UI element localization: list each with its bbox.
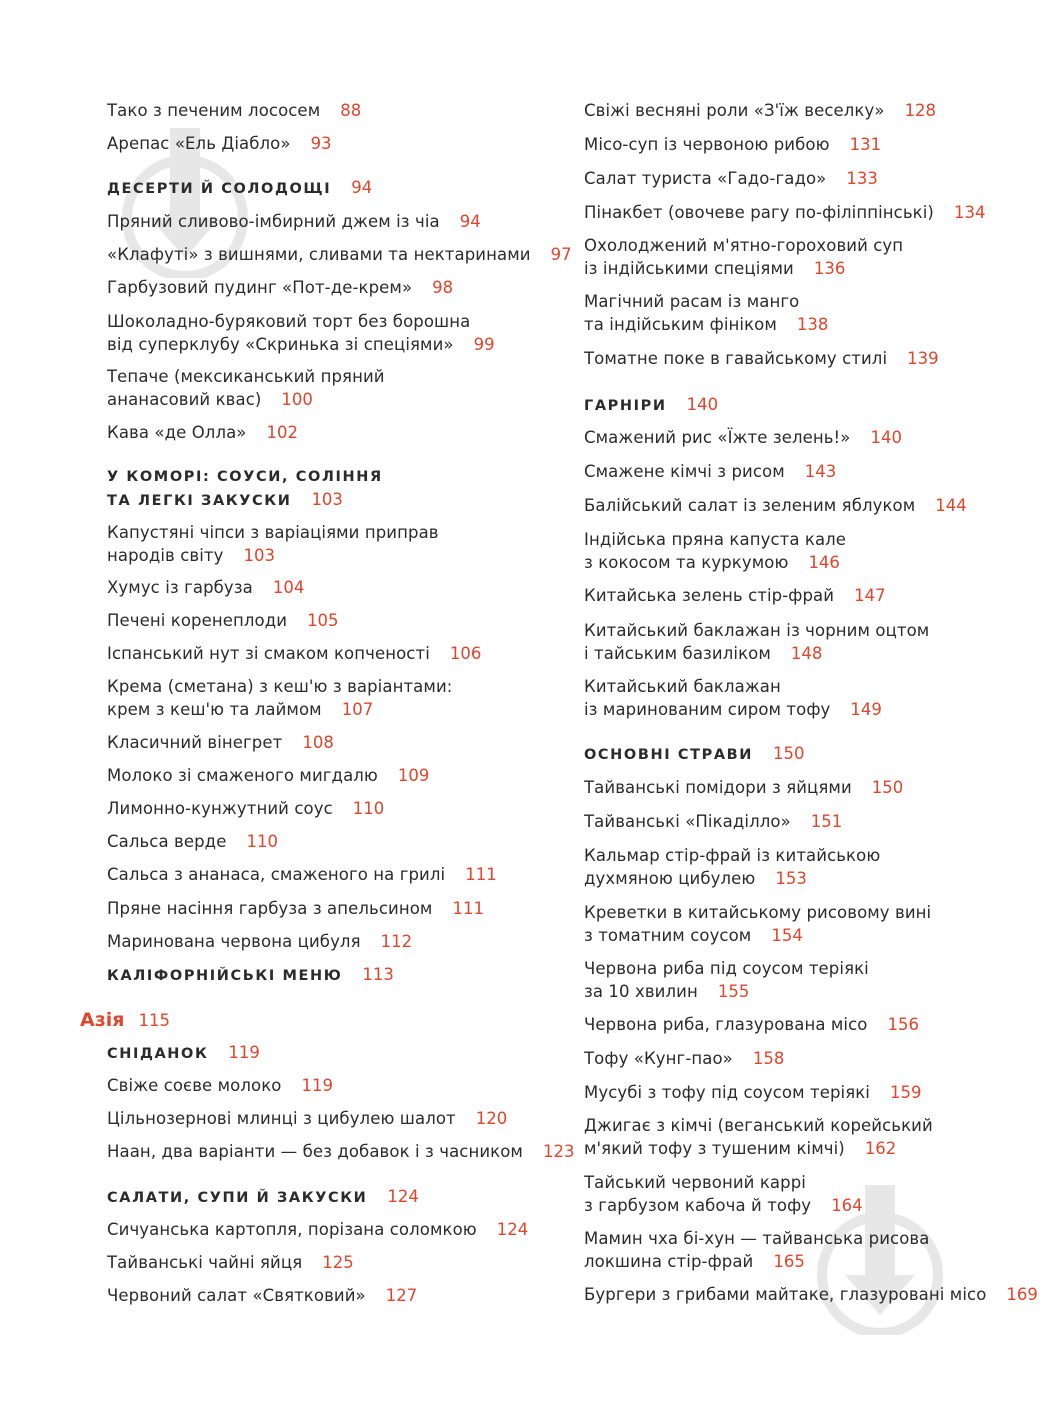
entry-title: Сальса верде — [107, 832, 227, 851]
toc-entry — [584, 1014, 919, 1037]
entry-title-line — [584, 981, 869, 1004]
page-number: 102 — [266, 423, 298, 442]
toc-entry — [584, 777, 903, 800]
entry-title: Сальса з ананаса, смаженого на грилі — [107, 865, 446, 884]
toc-entry — [107, 898, 484, 921]
toc-entry — [107, 931, 412, 954]
toc-entry — [107, 366, 385, 411]
page-number: 124 — [387, 1187, 419, 1206]
section-heading — [107, 964, 394, 988]
toc-entry — [584, 585, 886, 608]
entry-title: Крема (сметана) з кеш'ю з варіантами: — [107, 677, 453, 696]
entry-title: Пінакбет (овочеве рагу по-філіппінські) — [584, 203, 934, 222]
entry-title: Сичуанська картопля, порізана соломкою — [107, 1220, 477, 1239]
page-number: 93 — [310, 134, 332, 153]
entry-title-line — [584, 394, 718, 418]
toc-entry — [584, 202, 985, 225]
entry-title-line — [584, 585, 886, 608]
entry-title-line — [107, 964, 394, 988]
entry-title: Азія — [80, 1009, 125, 1031]
entry-title: крем з кеш'ю та лаймом — [107, 699, 322, 719]
entry-title: Тайський червоний каррі — [584, 1173, 806, 1192]
entry-title: Китайський баклажан — [584, 677, 781, 696]
entry-title-line — [107, 732, 334, 755]
entry-title-line — [80, 1008, 170, 1033]
page-number: 150 — [871, 778, 904, 797]
entry-title: Тайванські «Пікаділло» — [584, 812, 791, 831]
page-number: 147 — [854, 586, 886, 605]
entry-title-line — [584, 868, 880, 891]
page-number: 110 — [246, 832, 278, 851]
entry-title: «Клафуті» з вишнями, сливами та нектаринами — [107, 245, 531, 264]
toc-entry — [584, 134, 881, 157]
page-number: 146 — [808, 552, 840, 572]
entry-title-line — [584, 348, 939, 371]
entry-title-line — [584, 291, 828, 314]
toc-entry — [107, 522, 439, 567]
page-number: 119 — [228, 1043, 260, 1062]
entry-title-line — [107, 277, 453, 300]
entry-title-line — [107, 522, 439, 545]
page-number: 109 — [397, 766, 430, 785]
entry-title: Лимонно-кунжутний соус — [107, 799, 333, 818]
entry-title-line — [584, 1172, 863, 1195]
toc-entry — [584, 100, 936, 123]
entry-title-line — [107, 489, 383, 513]
entry-title-line — [584, 676, 882, 699]
page-number: 103 — [311, 489, 343, 509]
toc-entry — [584, 1284, 1038, 1307]
entry-title-line — [584, 1195, 863, 1218]
entry-title: Смажене кімчі з рисом — [584, 462, 785, 481]
toc-entry — [584, 811, 842, 834]
page-number: 156 — [887, 1015, 919, 1034]
entry-title-line — [584, 314, 828, 337]
entry-title-line — [584, 552, 846, 575]
toc-entry — [107, 765, 429, 788]
entry-title-line — [584, 235, 903, 258]
entry-title: ананасовий квас) — [107, 389, 262, 409]
entry-title: з гарбузом кабоча й тофу — [584, 1195, 812, 1215]
entry-title: Томатне поке в гавайському стилі — [584, 349, 888, 368]
entry-title: Тако з печеним лососем — [107, 101, 321, 120]
page-number: 94 — [459, 212, 481, 231]
entry-title-line — [107, 643, 481, 666]
page-number: 113 — [362, 965, 394, 984]
section-heading — [107, 466, 383, 512]
entry-title: Охолоджений м'ятно-гороховий суп — [584, 236, 904, 255]
entry-title: Тепаче (мексиканський пряний — [107, 367, 385, 386]
toc-entry — [107, 277, 453, 300]
page-number: 94 — [351, 178, 373, 197]
entry-title-line — [584, 427, 902, 450]
page-number: 97 — [550, 245, 572, 264]
toc-entry — [584, 427, 902, 450]
entry-title-line — [107, 898, 484, 921]
page-number: 148 — [790, 643, 823, 663]
entry-title: Молоко зі смаженого мигдалю — [107, 766, 378, 785]
entry-title-line — [107, 366, 385, 389]
entry-title-line — [107, 1186, 419, 1210]
page-number: 140 — [686, 395, 719, 414]
entry-title-line — [584, 1251, 929, 1274]
entry-title: Китайська зелень стір-фрай — [584, 586, 835, 605]
entry-title-line — [584, 1082, 922, 1105]
page-number: 133 — [846, 169, 878, 188]
section-heading — [107, 1042, 260, 1066]
page-number: 150 — [773, 744, 805, 763]
toc-entry — [107, 1252, 354, 1275]
toc-entry — [584, 1115, 933, 1160]
entry-title-line — [584, 1228, 929, 1251]
entry-title: Кава «де Олла» — [107, 423, 247, 442]
page-number: 125 — [322, 1253, 354, 1272]
entry-title-line — [107, 422, 298, 445]
entry-title-line — [107, 699, 452, 722]
toc-entry — [584, 902, 931, 947]
entry-title: Місо-суп із червоною рибою — [584, 135, 830, 154]
entry-title: Тофу «Кунг-пао» — [584, 1049, 733, 1068]
entry-title-line — [584, 134, 881, 157]
section-heading — [107, 1186, 419, 1210]
entry-title-line — [107, 831, 278, 854]
entry-title-line — [584, 958, 869, 981]
page-number: 106 — [449, 644, 482, 663]
entry-title: м'який тофу з тушеним кімчі) — [584, 1138, 845, 1158]
entry-title: Червона риба, глазурована місо — [584, 1015, 868, 1034]
page-number: 100 — [281, 389, 313, 409]
entry-title: Червоний салат «Святковий» — [107, 1286, 366, 1305]
entry-title: Салат туриста «Гадо-гадо» — [584, 169, 827, 188]
entry-title: локшина стір-фрай — [584, 1251, 754, 1271]
entry-title-line — [107, 1075, 333, 1098]
page-number: 138 — [796, 314, 829, 334]
entry-title-line — [584, 258, 903, 281]
entry-title: із індійськими спеціями — [584, 258, 794, 278]
entry-title: та індійським фініком — [584, 314, 777, 334]
entry-title-line — [107, 864, 497, 887]
page-number: 155 — [717, 981, 750, 1001]
entry-title: Цільнозернові млинці з цибулею шалот — [107, 1109, 456, 1128]
entry-title-line — [584, 495, 967, 518]
entry-title: КАЛІФОРНІЙСЬКІ МЕНЮ — [107, 968, 343, 984]
page-number: 108 — [302, 733, 334, 752]
entry-title: Свіжі весняні роли «З'їж веселку» — [584, 101, 885, 120]
entry-title-line — [107, 177, 372, 201]
entry-title-line — [584, 777, 903, 800]
section-heading — [584, 394, 718, 418]
entry-title-line — [107, 1285, 417, 1308]
toc-entry — [107, 1141, 574, 1164]
entry-title-line — [584, 168, 878, 191]
entry-title-line — [584, 743, 805, 767]
page-number: 134 — [953, 203, 986, 222]
entry-title-line — [107, 1108, 507, 1131]
entry-title-line — [107, 1042, 260, 1066]
entry-title: Пряний сливово-імбирний джем із чіа — [107, 212, 440, 231]
entry-title-line — [107, 389, 385, 412]
toc-entry — [107, 798, 384, 821]
entry-title: ГАРНІРИ — [584, 398, 667, 414]
page-number: 165 — [773, 1251, 805, 1271]
entry-title: ТА ЛЕГКІ ЗАКУСКИ — [107, 492, 292, 509]
entry-title: Тайванські чайні яйця — [107, 1253, 303, 1272]
toc-entry — [107, 643, 481, 666]
entry-title-line — [107, 577, 304, 600]
entry-title: САЛАТИ, СУПИ Й ЗАКУСКИ — [107, 1190, 368, 1206]
entry-title-line — [107, 100, 361, 123]
entry-title: Креветки в китайському рисовому вині — [584, 903, 932, 922]
page-number: 140 — [870, 428, 902, 447]
page-number: 111 — [465, 865, 497, 884]
toc-entry — [107, 732, 334, 755]
entry-title: Печені коренеплоди — [107, 611, 288, 630]
page-number: 112 — [380, 932, 413, 951]
page-number: 115 — [138, 1011, 170, 1030]
entry-title: ОСНОВНІ СТРАВИ — [584, 747, 754, 763]
page-number: 99 — [473, 334, 495, 354]
entry-title-line — [584, 902, 931, 925]
entry-title-line — [584, 1138, 933, 1161]
entry-title: Класичний вінегрет — [107, 733, 283, 752]
entry-title-line — [584, 461, 836, 484]
toc-entry — [584, 291, 828, 336]
entry-title: Джигає з кімчі (веганський корейський — [584, 1116, 933, 1135]
page-number: 107 — [341, 699, 374, 719]
entry-title: з кокосом та куркумою — [584, 552, 789, 572]
entry-title: Смажений рис «Їжте зелень!» — [584, 428, 851, 447]
page-number: 164 — [831, 1195, 863, 1215]
page-number: 88 — [340, 101, 362, 120]
page-number: 119 — [301, 1076, 333, 1095]
toc-entry — [584, 1082, 922, 1105]
page-number: 149 — [850, 699, 882, 719]
entry-title-line — [584, 699, 882, 722]
page-number: 143 — [804, 462, 837, 481]
entry-title-line — [107, 676, 452, 699]
toc-entry — [584, 461, 836, 484]
toc-entry — [107, 676, 452, 721]
entry-title: від суперклубу «Скринька зі спеціями» — [107, 334, 454, 354]
entry-title-line — [107, 931, 412, 954]
entry-title: Пряне насіння гарбуза з апельсином — [107, 899, 433, 918]
entry-title-line — [584, 811, 842, 834]
entry-title: за 10 хвилин — [584, 981, 698, 1001]
entry-title: Наан, два варіанти — без добавок і з часником — [107, 1142, 523, 1161]
page-number: 110 — [352, 799, 385, 818]
entry-title: Червона риба під соусом теріякі — [584, 959, 869, 978]
entry-title: духмяною цибулею — [584, 868, 756, 888]
page-number: 151 — [810, 812, 843, 831]
entry-title: Хумус із гарбуза — [107, 578, 253, 597]
page-number: 98 — [432, 278, 454, 297]
entry-title-line — [107, 133, 332, 156]
toc-entry — [584, 958, 869, 1003]
entry-title: Гарбузовий пудинг «Пот-де-крем» — [107, 278, 413, 297]
page-number: 136 — [813, 258, 846, 278]
toc-entry — [584, 1048, 784, 1071]
entry-title: Китайський баклажан із чорним оцтом — [584, 621, 930, 640]
page-number: 128 — [904, 101, 937, 120]
toc-entry — [107, 1219, 528, 1242]
entry-title-line — [107, 765, 429, 788]
entry-title: Маринована червона цибуля — [107, 932, 361, 951]
entry-title: Мамин чха бі-хун — тайванська рисова — [584, 1229, 930, 1248]
toc-entry — [107, 311, 495, 356]
toc-entry — [584, 1172, 863, 1217]
entry-title: Капустяні чіпси з варіаціями приправ — [107, 523, 439, 542]
entry-title: ДЕСЕРТИ Й СОЛОДОЩІ — [107, 181, 332, 197]
entry-title-line — [107, 610, 339, 633]
toc-entry — [584, 676, 882, 721]
entry-title: народів світу — [107, 545, 224, 565]
page-number: 131 — [849, 135, 882, 154]
entry-title: і тайським базиліком — [584, 643, 771, 663]
entry-title-line — [107, 798, 384, 821]
entry-title: Кальмар стір-фрай із китайською — [584, 846, 881, 865]
page-number: 120 — [475, 1109, 508, 1128]
section-heading — [584, 743, 805, 767]
entry-title: з томатним соусом — [584, 925, 752, 945]
entry-title: Арепас «Ель Діабло» — [107, 134, 291, 153]
part-title — [80, 1008, 170, 1033]
entry-title-line — [107, 545, 439, 568]
section-heading — [107, 177, 372, 201]
entry-title-line — [107, 244, 572, 267]
entry-title-line — [584, 1115, 933, 1138]
entry-title-line — [584, 529, 846, 552]
page-number: 127 — [385, 1286, 418, 1305]
entry-title: Магічний расам із манго — [584, 292, 800, 311]
toc-entry — [107, 211, 481, 234]
toc-entry — [107, 610, 339, 633]
toc-entry — [107, 244, 572, 267]
toc-entry — [584, 348, 939, 371]
toc-entry — [107, 1075, 333, 1098]
page-number: 154 — [771, 925, 803, 945]
toc-entry — [107, 100, 361, 123]
page-number: 162 — [864, 1138, 897, 1158]
page-number: 124 — [496, 1220, 529, 1239]
toc-entry — [107, 133, 332, 156]
entry-title-line — [107, 334, 495, 357]
entry-title-line — [584, 1014, 919, 1037]
page-number: 104 — [272, 578, 305, 597]
toc-entry — [107, 422, 298, 445]
page-number: 111 — [452, 899, 484, 918]
entry-title-line — [107, 211, 481, 234]
entry-title-line — [584, 925, 931, 948]
page-number: 144 — [935, 496, 967, 515]
toc-entry — [584, 495, 967, 518]
entry-title: Індійська пряна капуста кале — [584, 530, 847, 549]
entry-title-line — [584, 620, 929, 643]
entry-title: Шоколадно-буряковий торт без борошна — [107, 312, 471, 331]
page-number: 158 — [752, 1049, 785, 1068]
entry-title: із маринованим сиром тофу — [584, 699, 831, 719]
toc-entry — [584, 620, 929, 665]
toc-entry — [107, 1285, 417, 1308]
entry-title: Іспанський нут зі смаком копченості — [107, 644, 430, 663]
entry-title-line — [107, 1219, 528, 1242]
toc-entry — [584, 168, 878, 191]
toc-entry — [107, 577, 304, 600]
toc-entry — [584, 529, 846, 574]
entry-title: Свіже соєве молоко — [107, 1076, 282, 1095]
entry-title-line — [584, 100, 936, 123]
entry-title-line — [107, 1141, 574, 1164]
page-number: 153 — [775, 868, 807, 888]
toc-entry — [107, 864, 497, 887]
page-number: 159 — [890, 1083, 922, 1102]
entry-title-line — [107, 311, 495, 334]
toc-entry — [584, 1228, 929, 1273]
toc-entry — [584, 235, 903, 280]
page-number: 123 — [542, 1142, 575, 1161]
page-number: 169 — [1006, 1285, 1038, 1304]
entry-title-line — [584, 1284, 1038, 1307]
toc-entry — [107, 1108, 507, 1131]
entry-title: СНІДАНОК — [107, 1046, 209, 1062]
toc-entry — [107, 831, 278, 854]
entry-title-line — [584, 1048, 784, 1071]
entry-title-line — [107, 466, 383, 489]
entry-title: Бургери з грибами майтаке, глазуровані місо — [584, 1285, 987, 1304]
entry-title: Тайванські помідори з яйцями — [584, 778, 852, 797]
entry-title-line — [584, 202, 985, 225]
entry-title: У КОМОРІ: СОУСИ, СОЛІННЯ — [107, 469, 383, 485]
entry-title: Мусубі з тофу під соусом теріякі — [584, 1083, 870, 1102]
entry-title: Балійський салат із зеленим яблуком — [584, 496, 916, 515]
page-number: 105 — [307, 611, 339, 630]
toc-entry — [584, 845, 880, 890]
entry-title-line — [584, 643, 929, 666]
page-number: 139 — [907, 349, 939, 368]
entry-title-line — [584, 845, 880, 868]
entry-title-line — [107, 1252, 354, 1275]
page-number: 103 — [243, 545, 275, 565]
